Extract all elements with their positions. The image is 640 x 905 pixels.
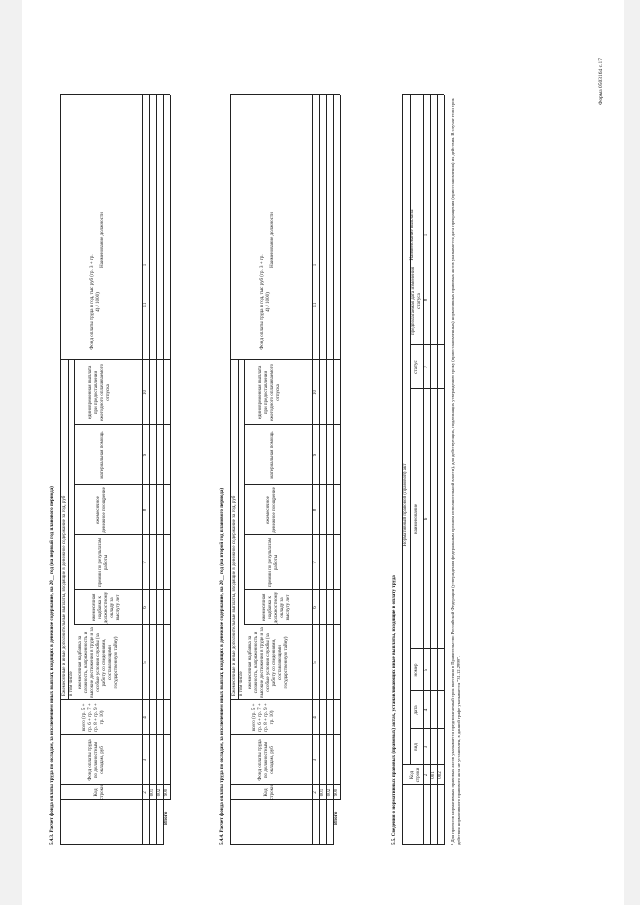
table-543-vline-8: [74, 534, 170, 535]
table-544-col-incl: в том числе: [239, 671, 244, 696]
table-544-col-num-9: 9: [312, 453, 318, 457]
table-544-row-1-top: [319, 95, 320, 845]
table-55-col-payment: Наименование выплаты: [410, 209, 415, 261]
table-544-row-code-2: 002: [326, 788, 332, 797]
table-543-vline-right: [60, 94, 170, 95]
table-544-vline-8: [244, 534, 340, 535]
table-544-row-3-top: [333, 95, 334, 845]
table-543-col-num-8: 8: [142, 508, 148, 512]
table-544-col-num-3: 3: [312, 758, 318, 762]
table-544-col-num-5: 5: [312, 661, 318, 664]
table-543-col-num-10: 10: [142, 390, 148, 395]
table-543-col-num-6: 6: [142, 606, 148, 609]
table-543-vline-10: [74, 424, 170, 425]
table-544-col-num-7: 7: [312, 561, 318, 564]
table-543-bottom-border: [170, 95, 171, 800]
table-544-row-code-3: 900: [333, 788, 339, 797]
table-55-col-code: Код строки: [410, 767, 421, 783]
table-543-vline-total: [60, 734, 170, 735]
table-543-row-3-top: [163, 95, 164, 845]
table-543-vline-left: [60, 844, 163, 845]
table-543-col-incl: в том числе: [69, 671, 74, 696]
table-544-vline-total: [230, 734, 340, 735]
table-544-col-fot: Фонд оплаты труда по должностным окладам, руб: [258, 739, 275, 781]
table-544-vline-5: [230, 699, 340, 700]
table-543-total-label: Итого: [163, 811, 169, 825]
table-55-vline-left: [402, 844, 444, 845]
table-543-col-9: материальная помощь: [100, 431, 105, 479]
table-543-row-code-2: 002: [156, 788, 162, 797]
table-543-col-11: Фонд оплаты труда в год, тыс руб (гр. 3 + гр. 4) / 1000): [90, 254, 101, 350]
table-543-row-code-3: 900: [163, 788, 169, 797]
table-543-row-1-top: [149, 95, 150, 845]
table-543-row-2-top: [156, 95, 157, 845]
table-544-bottom-border: [340, 95, 341, 800]
table-55-col-act-group: Нормативный правовой (правовой) акт: [403, 463, 408, 547]
table-55-col-name: наименование: [414, 503, 419, 535]
table-544-row-2-top: [326, 95, 327, 845]
table-544-col-9: материальная помощь: [270, 431, 275, 479]
table-544-col-num-8: 8: [312, 508, 318, 512]
table-544-col-10: единовременная выплата при предоставлении ежегодного оплачиваемого отпуска: [258, 363, 281, 422]
table-55-row-code-1: 001: [430, 771, 436, 779]
table-543-vline-6: [74, 624, 170, 625]
table-543-col-5: ежемесячная надбавка за сложность, напряженность и высокие достижения в труде и за особые условия службы (за работу со сведениями, составляющими государственную тайну): [78, 627, 119, 698]
table-544-col-num-4: 4: [312, 716, 318, 719]
table-55-col-number: номер: [414, 663, 419, 677]
table-544-vline-11: [230, 359, 340, 360]
table-55-title: 5.5. Сведения о нормативных правовых (правовых) актах, устанавливающих иные выплаты, входящие в оплату труда: [392, 575, 397, 845]
footnote: ¹ Для проектов нормативных правовых актов указывается предполагаемый срок внесения в Правительство Российской Федерации (утверждения федеральным органом исполнительной власти), для действующих, подлежащих утверждению сроку (приостановленных) нормативных правовых актов указывается дата прекращения (приостановления) их действия. В случае если срок действия нормативного правового акта не установлен, в данной графе указывается "31.12.2999".: [450, 98, 461, 845]
table-544-col-group: Ежемесячные и иные дополнительные выплаты, входящие в денежное содержание за год, руб: [232, 495, 237, 696]
form-number: Форма 0503164 с.17: [598, 58, 604, 105]
table-543-vline-9: [74, 484, 170, 485]
table-55-col-num-5: 5: [423, 668, 429, 672]
table-544-vline-7: [244, 589, 340, 590]
table-543-col-position: Наименование должности: [100, 212, 105, 268]
table-544-vline-left: [230, 844, 333, 845]
table-543-vline-5: [60, 699, 170, 700]
table-543-col-num-5: 5: [142, 661, 148, 664]
table-55-col-num-3: 3: [423, 745, 429, 749]
table-543-col-num-7: 7: [142, 561, 148, 564]
table-544-row-code-1: 001: [319, 788, 325, 797]
table-543-col-num-2: 2: [142, 791, 148, 794]
table-544-col-5: ежемесячная надбавка за сложность, напряженность и высокие достижения в труде и за особые условия службы (за работу со сведениями, составляющими государственную тайну): [248, 627, 289, 698]
table-544-incl-border: [244, 360, 245, 625]
table-55-col-num-1: 1: [423, 233, 429, 237]
table-55-col-expire: предполагаемая дата изменения статуса: [411, 267, 422, 335]
table-544-vline-10: [244, 424, 340, 425]
table-543-col-num-3: 3: [142, 758, 148, 762]
table-543-top-border: [60, 95, 61, 845]
table-544-col-7: премии по результатам работы: [268, 537, 279, 588]
table-543-col-7: премии по результатам работы: [98, 537, 109, 588]
table-55-col-num-4: 4: [423, 708, 429, 712]
table-543-vline-7: [74, 589, 170, 590]
table-544-top-border: [230, 95, 231, 845]
table-544-col-6: ежемесячная надбавка к должностному окладу за выслугу лет: [262, 591, 291, 624]
table-543-col-num-9: 9: [142, 453, 148, 457]
table-543-col-fot: Фонд оплаты труда по должностным окладам, руб: [88, 739, 105, 781]
table-544-col-num-10: 10: [312, 390, 318, 395]
table-544-col-num-2: 2: [312, 791, 318, 794]
table-544-col-num-6: 6: [312, 606, 318, 609]
table-543-col-num-11: 11: [142, 302, 148, 308]
table-544-vline-6: [244, 624, 340, 625]
table-55-vline-right: [402, 94, 444, 95]
table-544-col-position: Наименование должности: [270, 212, 275, 268]
table-543-col-6: ежемесячная надбавка к должностному окладу за выслугу лет: [92, 591, 121, 624]
table-543-col-num-1: 1: [142, 263, 148, 267]
table-55-col-type: вид: [414, 743, 419, 751]
table-55-row-code-2: 002: [437, 771, 443, 779]
table-544-col-total: всего (гр. 5 + гр. 6 + гр. 7 + гр. 8 + гр. 9 + гр. 10): [252, 703, 275, 732]
table-543-col-group: Ежемесячные и иные дополнительные выплаты, входящие в денежное содержание за год, руб: [62, 495, 67, 696]
table-544-col-code: Код строки: [264, 785, 275, 800]
table-55-row-2-top: [437, 95, 438, 845]
table-543-col-8: ежемесячное денежное поощрение: [96, 487, 107, 533]
table-544-total-label: Итого: [333, 811, 339, 825]
table-55-col-date: дата: [414, 705, 419, 715]
table-544-col-num-11: 11: [312, 302, 318, 308]
table-543-vline-11: [60, 359, 170, 360]
table-543-title: 5.4.3. Расчет фонда оплаты труда по окладам, за исключением иных выплат, входящих в денежное содержание, на 20__ год (на первый год планового периода): [50, 486, 55, 845]
table-543-row-code-1: 001: [149, 788, 155, 797]
table-544-title: 5.4.4. Расчет фонда оплаты труда по окладам, за исключением иных выплат, входящих в денежное содержание, на 20__ год (на второй год планового периода): [220, 487, 225, 845]
table-544-vline-9: [244, 484, 340, 485]
table-543-col-10: единовременная выплата при предоставлении ежегодного оплачиваемого отпуска: [88, 363, 111, 422]
table-544-col-11: Фонд оплаты труда в год, тыс руб (гр. 3 + гр. 4) / 1000): [260, 254, 271, 350]
table-544-vline-right: [230, 94, 340, 95]
table-543-col-num-4: 4: [142, 716, 148, 719]
table-55-col-num-8: 8: [423, 298, 429, 302]
table-544-col-num-1: 1: [312, 263, 318, 267]
table-543-incl-border: [74, 360, 75, 625]
table-55-col-num-7: 7: [423, 365, 429, 369]
table-544-col-8: ежемесячное денежное поощрение: [266, 487, 277, 533]
table-543-col-code: Код строки: [94, 785, 105, 800]
table-55-col-num-2: 2: [423, 773, 429, 777]
table-55-row-1-top: [430, 95, 431, 845]
table-55-col-status: статус: [414, 360, 419, 374]
table-543-col-total: всего (гр. 5 + гр. 6 + гр. 7 + гр. 8 + гр. 9 + гр. 10): [82, 703, 105, 732]
table-55-col-num-6: 6: [423, 517, 429, 521]
table-55-bottom-border: [444, 95, 445, 845]
